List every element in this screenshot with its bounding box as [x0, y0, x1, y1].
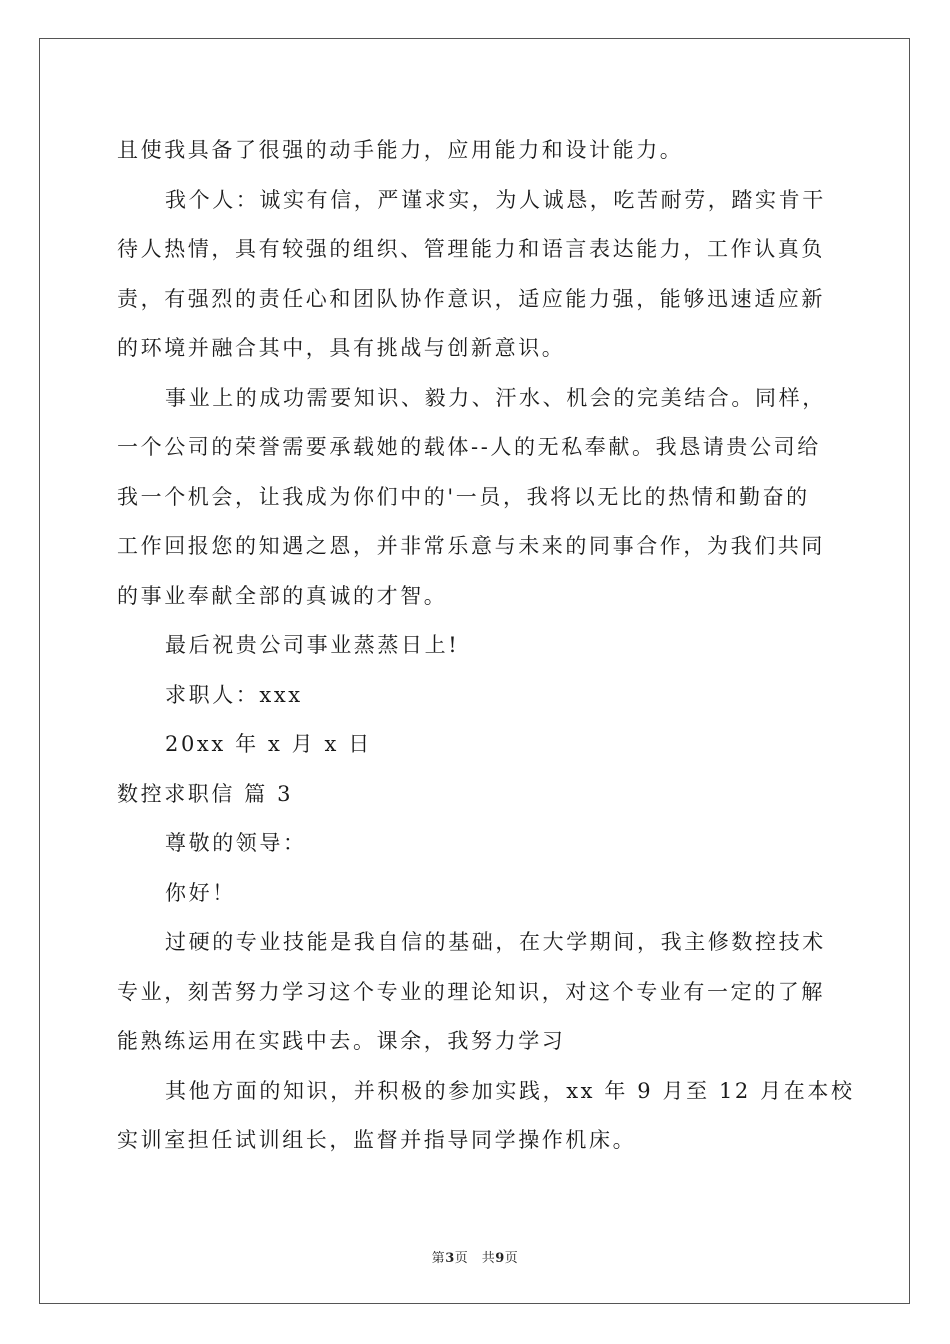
- applicant-name: 求职人：xxx: [165, 682, 303, 707]
- text-line: 我个人：诚实有信，严谨求实，为人诚恳，吃苦耐劳，踏实肯干: [165, 187, 826, 212]
- text-line: 待人热情，具有较强的组织、管理能力和语言表达能力，工作认真负: [117, 237, 825, 261]
- text-line: 事业上的成功需要知识、毅力、汗水、机会的完美结合。同样，: [165, 385, 826, 410]
- salutation: 尊敬的领导：: [165, 831, 307, 855]
- text-line: 责，有强烈的责任心和团队协作意识，适应能力强，能够迅速适应新: [117, 286, 825, 311]
- text-line: 的环境并融合其中，具有挑战与创新意识。: [117, 336, 566, 360]
- text-line: 的事业奉献全部的真诚的才智。: [117, 583, 448, 608]
- footer-mid: 页 共: [454, 1251, 496, 1266]
- text-line: 能熟练运用在实践中去。课余，我努力学习: [117, 1029, 566, 1053]
- footer-suffix: 页: [504, 1251, 519, 1266]
- text-line: 且使我具备了很强的动手能力，应用能力和设计能力。: [117, 138, 684, 162]
- text-line: 工作回报您的知遇之恩，并非常乐意与未来的同事合作，为我们共同: [117, 534, 825, 558]
- greeting: 你好！: [165, 880, 236, 905]
- page-number-footer: [0, 1247, 950, 1266]
- text-line: 一个公司的荣誉需要承载她的载体--人的无私奉献。我恳请贵公司给: [117, 435, 821, 459]
- letter-date: 20xx 年 x 月 x 日: [165, 732, 372, 756]
- closing-wish: 最后祝贵公司事业蒸蒸日上!: [165, 633, 460, 657]
- text-line: 实训室担任试训组长，监督并指导同学操作机床。: [117, 1128, 637, 1152]
- text-line: 其他方面的知识，并积极的参加实践，xx 年 9 月至 12 月在本校: [165, 1078, 855, 1103]
- text-line: 我一个机会，让我成为你们中的'一员，我将以无比的热情和勤奋的: [117, 484, 810, 509]
- footer-prefix: 第: [431, 1251, 446, 1266]
- total-page-number: 9: [495, 1251, 505, 1266]
- document-body: [117, 126, 855, 1166]
- section-heading: 数控求职信 篇 3: [117, 781, 294, 806]
- current-page-number: 3: [445, 1251, 455, 1266]
- text-line: 过硬的专业技能是我自信的基础，在大学期间，我主修数控技术: [165, 930, 826, 954]
- text-line: 专业，刻苦努力学习这个专业的理论知识，对这个专业有一定的了解: [117, 979, 825, 1004]
